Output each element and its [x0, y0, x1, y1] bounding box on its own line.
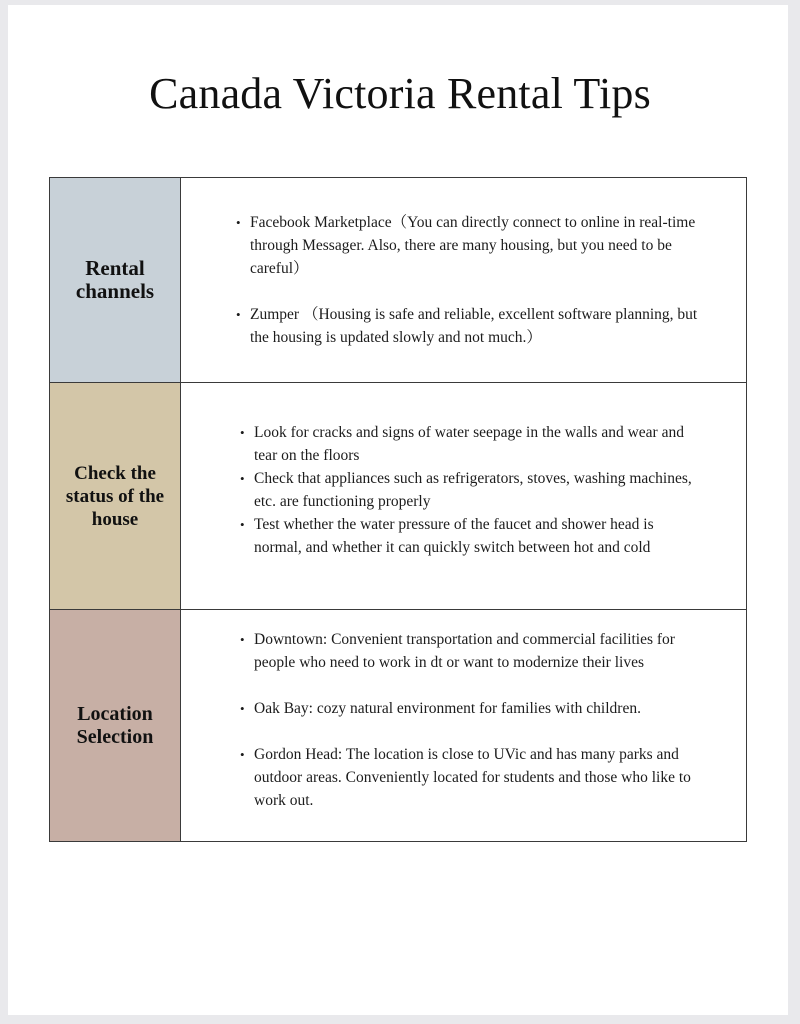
row-label: Rental channels	[75, 256, 155, 303]
row-content-cell	[181, 383, 747, 610]
row-content-cell	[181, 178, 747, 383]
row-content-cell	[181, 610, 747, 842]
table-row-location-selection	[50, 610, 747, 842]
row-label-cell	[50, 610, 181, 842]
row-label: Location Selection	[76, 702, 154, 748]
table-row-rental-channels	[50, 178, 747, 383]
row-label-cell	[50, 383, 181, 610]
row-label: Check the status of the house	[65, 462, 165, 530]
table-row-check-status	[50, 383, 747, 610]
bullet-list	[181, 628, 746, 812]
list-item: • Downtown: Convenient transportation and commercial facilities for people who need to work in dt or want to modernize their lives	[240, 628, 696, 674]
tips-table	[49, 177, 747, 842]
bullet-list	[181, 421, 746, 559]
list-item: • Oak Bay: cozy natural environment for families with children.	[240, 697, 696, 720]
row-label-cell	[50, 178, 181, 383]
bullet-list	[181, 211, 746, 349]
list-item: • Zumper （Housing is safe and reliable, excellent software planning, but the housing is updated slowly and not much.）	[236, 303, 708, 349]
list-item: • Look for cracks and signs of water seepage in the walls and wear and tear on the floors	[240, 421, 696, 467]
page-title: Canada Victoria Rental Tips	[149, 69, 651, 118]
list-item: • Test whether the water pressure of the faucet and shower head is normal, and whether it can quickly switch between hot and cold	[240, 513, 696, 559]
list-item: • Check that appliances such as refrigerators, stoves, washing machines, etc. are functioning properly	[240, 467, 696, 513]
list-item: • Facebook Marketplace（You can directly connect to online in real-time through Messager. Also, there are many housing, but you need to be careful）	[236, 211, 708, 280]
list-item: • Gordon Head: The location is close to UVic and has many parks and outdoor areas. Conveniently located for students and those who like to work out.	[240, 743, 696, 812]
